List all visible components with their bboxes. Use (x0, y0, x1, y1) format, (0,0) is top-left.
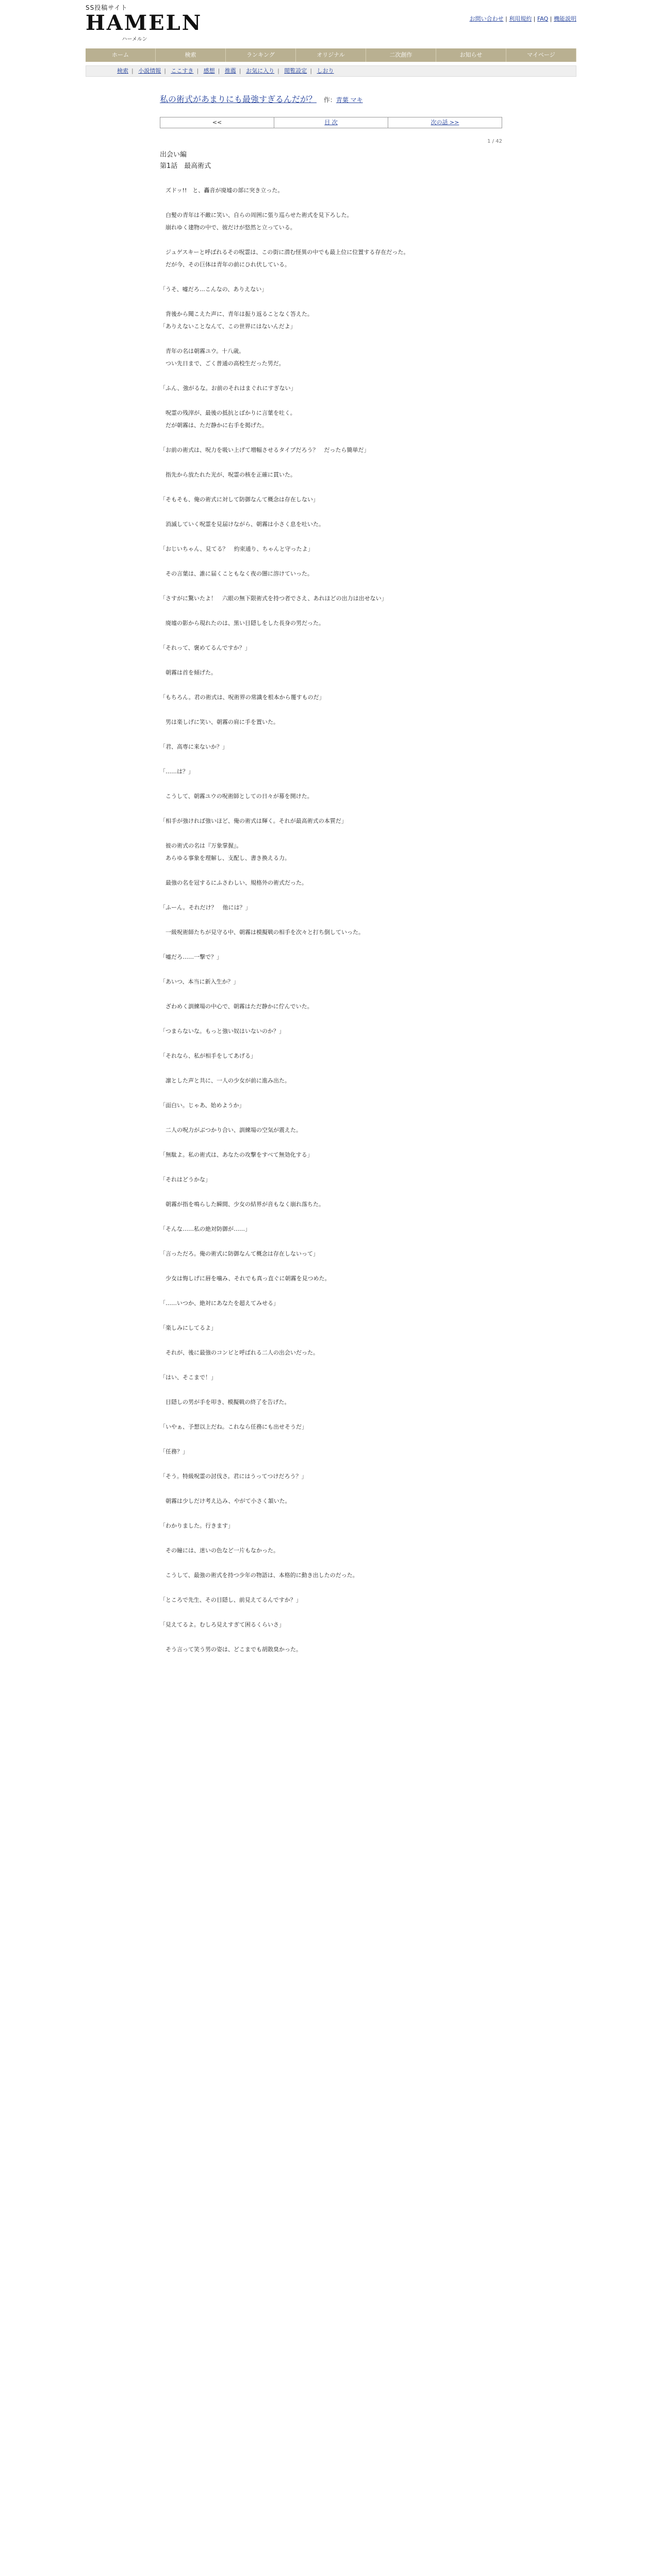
story-paragraph (160, 1235, 502, 1248)
story-paragraph: 「言っただろ。俺の術式に防御なんて概念は存在しないって」 (160, 1250, 319, 1257)
subnav-bookmark[interactable]: しおり (317, 67, 334, 74)
story-paragraph: 最強の名を冠するにふさわしい、規格外の術式だった。 (160, 879, 307, 886)
story-paragraph: 一級呪術師たちが見守る中、朝霧は模擬戦の相手を次々と打ち倒していった。 (160, 929, 364, 936)
story-subnav: 検索 | 小説情報 | ここすき | 感想 | 推薦 | お気に入り | 閲覧設定 | しおり (86, 65, 576, 77)
pager-next[interactable] (388, 117, 502, 128)
story-paragraph: 白髪の青年は不敵に笑い、自らの周囲に張り巡らせた術式を見下ろした。 (160, 212, 353, 218)
story-title[interactable]: 私の術式があまりにも最強すぎるんだが？ (160, 94, 317, 104)
story-paragraph (160, 197, 502, 209)
story-paragraph: 消滅していく呪霊を見届けながら、朝霧は小さく息を吐いた。 (160, 521, 324, 528)
story-paragraph (160, 728, 502, 741)
site-header (0, 0, 662, 42)
story-paragraph (160, 1409, 502, 1421)
subnav-view-settings[interactable]: 閲覧設定 (284, 67, 307, 74)
story-paragraph: 指先から放たれた光が、呪霊の核を正確に貫いた。 (160, 471, 296, 478)
story-paragraph (160, 679, 502, 691)
author-label: 作： (323, 96, 336, 104)
story-paragraph: 「はい、そこまで！」 (160, 1374, 217, 1381)
story-paragraph: 「そう。特級呪霊の討伐さ。君にはうってつけだろう？」 (160, 1473, 307, 1480)
story-paragraph: 「嘘だろ……一撃で？」 (160, 954, 222, 960)
gnav-ranking[interactable]: ランキング (226, 48, 296, 62)
story-paragraph: 「ありえないことなんて、この世界にはないんだよ」 (160, 323, 296, 330)
chapter-heading (160, 149, 502, 172)
story-paragraph (160, 914, 502, 926)
story-paragraph (160, 1310, 502, 1322)
story-paragraph: 「相手が強ければ強いほど、俺の術式は輝く。それが最高術式の本質だ」 (160, 818, 347, 824)
story-paragraph: 「つまらないな。もっと強い奴はいないのか？」 (160, 1028, 285, 1035)
story-paragraph (160, 1137, 502, 1149)
story-paragraph: 「そんな……私の絶対防御が……」 (160, 1226, 251, 1232)
gnav-fanfic[interactable]: 二次創作 (366, 48, 436, 62)
story-paragraph: ズドッ!! と、轟音が廃墟の部に突き立った。 (160, 187, 284, 194)
story-paragraph: それが、後に最強のコンビと呼ばれる二人の出会いだった。 (160, 1349, 319, 1356)
story-paragraph (160, 1087, 502, 1099)
story-paragraph (160, 555, 502, 568)
story-paragraph (160, 1532, 502, 1545)
story-paragraph: その言葉は、誰に届くこともなく夜の闇に溶けていった。 (160, 570, 313, 577)
site-logo[interactable] (86, 3, 203, 42)
story-paragraph (160, 1285, 502, 1297)
story-paragraph: つい先日まで、ごく普通の高校生だった男だ。 (160, 360, 285, 367)
story-paragraph: 朝霧は首を傾げた。 (160, 669, 217, 676)
story-paragraph (160, 1211, 502, 1223)
story-paragraph (160, 1112, 502, 1124)
story-paragraph (160, 432, 502, 444)
story-paragraph (160, 1433, 502, 1446)
story-paragraph (160, 1384, 502, 1396)
gnav-mypage[interactable]: マイページ (506, 48, 576, 62)
story-paragraph: 「うそ、嘘だろ…こんなの、ありえない」 (160, 286, 268, 293)
logo-tagline: SS投稿サイト (86, 4, 128, 11)
story-paragraph: 目隠しの男が手を叩き、模擬戦の終了を告げた。 (160, 1399, 290, 1405)
story-paragraph: 朝霧は少しだけ考え込み、やがて小さく頷いた。 (160, 1498, 291, 1504)
subnav-recommend[interactable]: 推薦 (224, 67, 236, 74)
logo-brand: HAMELN (86, 11, 203, 35)
story-paragraph (160, 1038, 502, 1050)
story-paragraph (160, 1507, 502, 1520)
story-paragraph: 男は楽しげに笑い、朝霧の肩に手を置いた。 (160, 719, 279, 725)
story-paragraph (160, 1582, 502, 1594)
story-paragraph: ジュゲスキーと呼ばれるその呪霊は、この街に潜む怪異の中でも最上位に位置する存在だった。 (160, 249, 409, 256)
author-line (324, 96, 363, 104)
story-paragraph (160, 1557, 502, 1569)
story-paragraph: 「あいつ、本当に新入生か？」 (160, 978, 239, 985)
story-paragraph (160, 370, 502, 382)
story-content (160, 93, 502, 1656)
story-paragraph: 廃墟の影から現れたのは、黒い目隠しをした長身の男だった。 (160, 620, 324, 626)
top-link-contact[interactable]: お問い合わせ (469, 15, 504, 22)
story-paragraph (160, 271, 502, 283)
story-header (160, 93, 502, 105)
story-paragraph: 「……は？」 (160, 768, 194, 775)
story-paragraph (160, 580, 502, 592)
logo-sub: ハーメルン (122, 37, 147, 42)
story-paragraph: その瞳には、迷いの色など一片もなかった。 (160, 1547, 279, 1554)
story-paragraph (160, 778, 502, 790)
global-nav (86, 48, 576, 62)
story-paragraph (160, 753, 502, 766)
story-paragraph: 凛とした声と共に、一人の少女が前に進み出た。 (160, 1077, 290, 1084)
story-paragraph: 「お前の術式は、呪力を吸い上げて増幅させるタイプだろう？ だったら簡単だ」 (160, 447, 370, 453)
story-body (160, 184, 502, 1656)
story-paragraph: 彼の術式の名は『万象掌握』。 (160, 842, 242, 849)
story-paragraph (160, 1062, 502, 1075)
top-link-faq[interactable]: FAQ (537, 15, 549, 22)
subnav-favorite[interactable]: お気に入り (246, 67, 275, 74)
author-link[interactable]: 青葉 マキ (336, 96, 363, 104)
story-paragraph: 「任務？」 (160, 1448, 188, 1455)
story-paragraph: 朝霧が指を鳴らした瞬間、少女の結界が音もなく崩れ落ちた。 (160, 1201, 324, 1208)
story-paragraph: だが今、その巨体は青年の前にひれ伏している。 (160, 261, 290, 268)
story-paragraph: 「見えてるよ。むしろ見えすぎて困るくらいさ」 (160, 1621, 285, 1628)
story-paragraph (160, 506, 502, 518)
story-paragraph: 「そもそも、俺の術式に対して防御なんて概念は存在しない」 (160, 496, 319, 503)
story-paragraph: だが朝霧は、ただ静かに右手を掲げた。 (160, 422, 268, 429)
story-paragraph (160, 395, 502, 407)
story-paragraph: 呪霊の残滓が、最後の抵抗とばかりに言葉を吐く。 (160, 410, 296, 416)
top-links: お問い合わせ | 利用規約 | FAQ | 機能説明 (469, 15, 576, 22)
story-paragraph (160, 827, 502, 840)
story-paragraph: 「面白い。じゃあ、始めようか」 (160, 1102, 245, 1109)
gnav-home[interactable]: ホーム (86, 48, 156, 62)
chapter-title: 第1話 最高術式 (160, 162, 211, 170)
story-paragraph (160, 939, 502, 951)
pager-next-link[interactable]: 次の話 >> (431, 119, 459, 126)
story-paragraph: 「さすがに驚いたよ！ 六眼の無下限術式を持つ者でさえ、あれほどの出力は出せない」 (160, 595, 387, 602)
subnav-kokosuki[interactable]: ここすき (171, 67, 194, 74)
story-paragraph (160, 704, 502, 716)
story-paragraph: ざわめく訓練場の中心で、朝霧はただ静かに佇んでいた。 (160, 1003, 313, 1010)
pager-index-link[interactable]: 目 次 (324, 119, 338, 126)
story-paragraph (160, 1458, 502, 1470)
story-paragraph (160, 481, 502, 494)
story-paragraph (160, 605, 502, 617)
story-paragraph: 「それはどうかな」 (160, 1176, 211, 1183)
story-paragraph (160, 1631, 502, 1643)
story-paragraph: 「君、高専に来ないか？」 (160, 743, 228, 750)
story-paragraph (160, 456, 502, 469)
chapter-part: 出会い編 (160, 151, 187, 159)
story-paragraph: 「わかりました。行きます」 (160, 1522, 234, 1529)
story-paragraph: 「もちろん。君の術式は、呪術界の常識を根本から覆すものだ」 (160, 694, 325, 701)
story-paragraph: 「それって、褒めてるんですか？」 (160, 645, 251, 651)
story-paragraph (160, 296, 502, 308)
top-link-features[interactable]: 機能説明 (554, 15, 576, 22)
pager-prev (160, 117, 274, 128)
story-paragraph: 少女は悔しげに唇を噛み、それでも真っ直ぐに朝霧を見つめた。 (160, 1275, 330, 1282)
story-paragraph: 「それなら、私が相手をしてあげる」 (160, 1053, 256, 1059)
story-paragraph (160, 1161, 502, 1174)
story-paragraph: 「ところで先生、その目隠し、前見えてるんですか？」 (160, 1597, 302, 1603)
gnav-original[interactable]: オリジナル (296, 48, 366, 62)
story-paragraph (160, 889, 502, 902)
story-paragraph (160, 234, 502, 246)
gnav-search[interactable]: 検索 (156, 48, 226, 62)
story-paragraph (160, 988, 502, 1001)
subnav-search[interactable]: 検索 (117, 67, 128, 74)
gnav-news[interactable]: お知らせ (436, 48, 506, 62)
story-paragraph (160, 1606, 502, 1619)
story-paragraph: 「おじいちゃん、見てる？ 約束通り、ちゃんと守ったよ」 (160, 546, 313, 552)
page-number: 1 / 42 (487, 139, 502, 144)
story-paragraph (160, 630, 502, 642)
story-paragraph (160, 1013, 502, 1025)
story-paragraph: 青年の名は朝霧ユウ。十八歳。 (160, 348, 245, 354)
story-paragraph (160, 803, 502, 815)
pager-index[interactable] (274, 117, 388, 128)
story-paragraph: 「……いつか、絶対にあなたを超えてみせる」 (160, 1300, 279, 1307)
story-paragraph: こうして、最強の術式を持つ少年の物語は、本格的に動き出したのだった。 (160, 1572, 358, 1579)
story-paragraph (160, 1260, 502, 1273)
story-paragraph: 「ふん、強がるな。お前のそれはまぐれにすぎない」 (160, 385, 296, 392)
story-paragraph: 崩れゆく建物の中で、彼だけが悠然と立っている。 (160, 224, 296, 231)
story-paragraph (160, 1334, 502, 1347)
story-paragraph (160, 333, 502, 345)
story-paragraph: 「楽しみにしてるよ」 (160, 1325, 217, 1331)
pager-prev-label: << (212, 119, 222, 126)
story-paragraph: こうして、朝霧ユウの呪術師としての日々が幕を開けた。 (160, 793, 313, 800)
story-paragraph (160, 1359, 502, 1371)
story-paragraph: 「いやぁ、予想以上だね。これなら任務にも出せそうだ」 (160, 1423, 307, 1430)
story-paragraph: 二人の呪力がぶつかり合い、訓練場の空気が震えた。 (160, 1127, 302, 1133)
story-paragraph (160, 654, 502, 667)
subnav-novel-info[interactable]: 小説情報 (138, 67, 161, 74)
story-paragraph (160, 865, 502, 877)
story-paragraph: 「ふーん。それだけ？ 他には？」 (160, 904, 251, 911)
story-paragraph: そう言って笑う男の姿は、どこまでも胡散臭かった。 (160, 1646, 302, 1653)
story-paragraph (160, 531, 502, 543)
top-link-terms[interactable]: 利用規約 (509, 15, 532, 22)
story-paragraph: 背後から聞こえた声に、青年は振り返ることなく答えた。 (160, 311, 313, 317)
story-paragraph: あらゆる事象を理解し、支配し、書き換える力。 (160, 855, 290, 861)
story-paragraph: 「無駄よ。私の術式は、あなたの攻撃をすべて無効化する」 (160, 1151, 313, 1158)
story-paragraph (160, 1186, 502, 1198)
story-paragraph (160, 1483, 502, 1495)
chapter-pager (160, 117, 502, 128)
story-paragraph (160, 963, 502, 976)
subnav-reviews[interactable]: 感想 (203, 67, 215, 74)
